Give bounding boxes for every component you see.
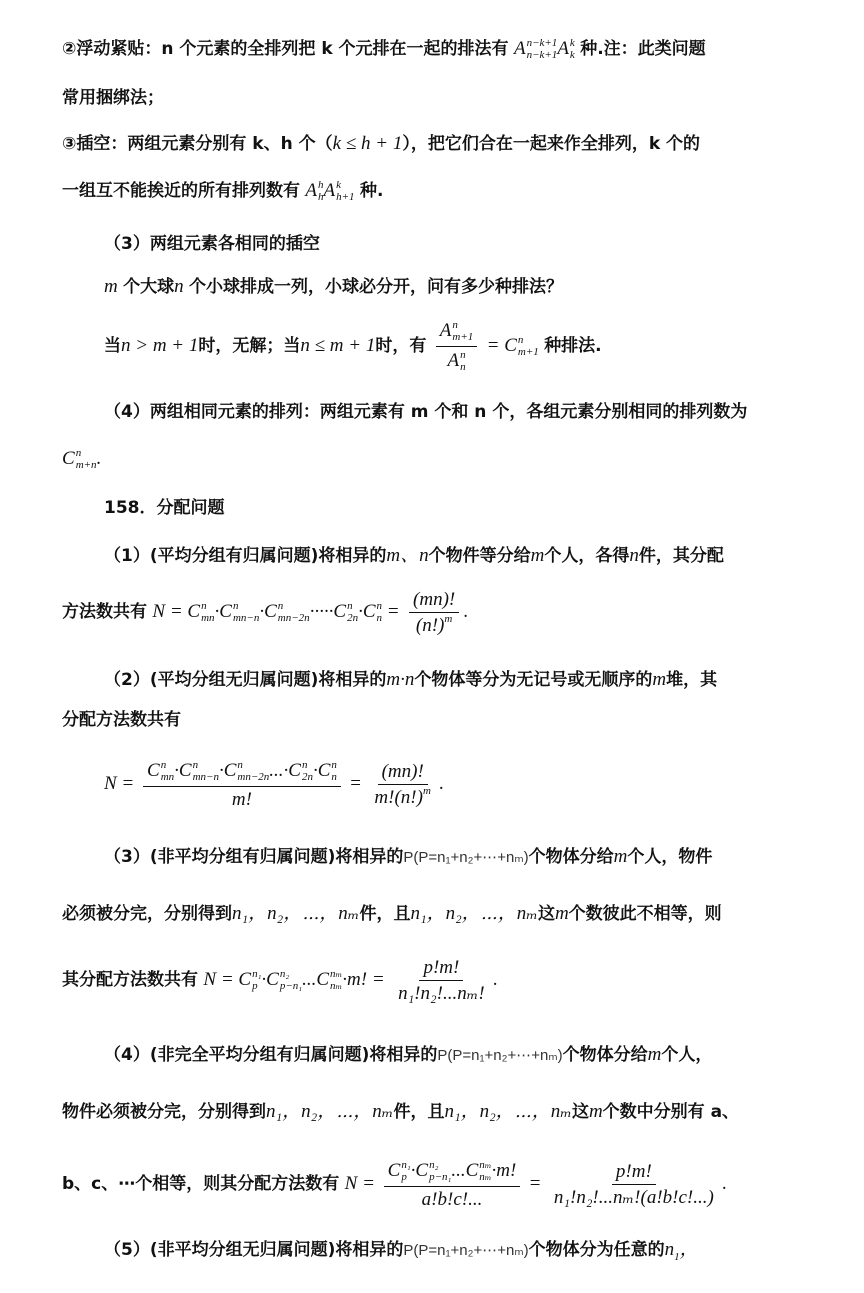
formula: = C n m+1	[486, 334, 539, 358]
var-m: m	[530, 545, 545, 566]
text: ），把它们合在一起来作全排列，k 个的	[402, 134, 701, 154]
text: 个大球	[123, 277, 175, 297]
formula: N =	[344, 1173, 380, 1195]
text: 个人，物件	[627, 847, 713, 867]
text: 时，有	[375, 336, 427, 357]
text: 件，且	[393, 1102, 445, 1122]
line-1	[62, 38, 706, 61]
section-title	[104, 500, 225, 517]
text: 种排法.	[544, 336, 602, 357]
text: 其分配方法数共有	[62, 970, 198, 990]
formula: $n_1$，	[664, 1239, 699, 1263]
text: 种.注：此类问题	[580, 38, 706, 59]
var-m: m	[104, 276, 118, 297]
line-3	[62, 134, 700, 153]
text: 方法数共有	[62, 602, 147, 622]
text: 常用捆绑法；	[62, 88, 164, 108]
line-17	[62, 904, 722, 923]
line-7	[104, 320, 602, 373]
var-m: m	[588, 1101, 603, 1122]
text: 时，无解；当	[198, 336, 301, 357]
formula: k ≤ h + 1	[332, 133, 403, 154]
text: 物件必须被分完，分别得到	[62, 1102, 266, 1122]
formula: P(P=n₁+n₂+⋯+nₘ)	[403, 1242, 529, 1259]
formula: m、n	[386, 545, 429, 566]
line-2	[62, 90, 164, 107]
fraction: C n mn ·C n mn−n ·C n mn−2n ...·C n 2n ·C n n m!	[143, 760, 341, 809]
text: 个物体分给	[562, 1045, 648, 1065]
text: 个人，	[661, 1045, 713, 1065]
text: 个小球排成一列，小球必分开，问有多少种排法？	[189, 277, 564, 297]
text: （4）两组相同元素的排列：两组元素有 m 个和 n 个，各组元素分别相同的排列数为	[104, 402, 748, 422]
text: 件，其分配	[638, 546, 724, 566]
formula: n₁，n₂，⋯，nₘ	[444, 1101, 572, 1122]
var-m: m	[613, 846, 628, 867]
formula: n₁，n₂，⋯，nₘ	[410, 903, 538, 924]
line-18: 其分配方法数共有 N = C n₁ p ·C n₂ p−n₁ ...C nₘ nₘ ·m! = $\frac{p!m!}{\text{n₁!n₂!...nₘ!}}$ .	[62, 957, 498, 1004]
line-15: N = C n mn ·C n mn−n ·C n mn−2n ...·C n 2n ·C n n m! = $\frac{(mn)!}{m!(n!)^m}$ .	[104, 759, 444, 811]
formula: N = C n mn ·C n mn−n ·C n mn−2n ·····C n 2n ·C n n =	[152, 600, 400, 624]
text: 件，且	[359, 904, 411, 924]
text: ②浮动紧贴：n 个元素的全排列把 k 个元排在一起的排法有	[62, 38, 509, 59]
formula: n₁，n₂，⋯，nₘ	[232, 903, 360, 924]
text: 必须被分完，分别得到	[62, 904, 232, 924]
text: 堆，其	[666, 670, 718, 690]
fraction: C n₁ p ·C n₂ p−n₁ ...C nₘ nₘ ·m! a!b!c!...	[384, 1160, 521, 1209]
fraction: $\frac{(mn)!}{m!(n!)^m}$	[374, 761, 431, 809]
text: 158．分配问题	[104, 498, 225, 518]
line-14	[62, 712, 181, 729]
formula: n ≤ m + 1	[300, 335, 376, 357]
var-n: n	[629, 545, 639, 566]
text: 当	[104, 336, 121, 357]
text: 个物体分为任意的	[528, 1240, 665, 1260]
text: 个数中分别有 a、	[602, 1102, 740, 1122]
formula: P(P=n₁+n₂+⋯+nₘ)	[403, 849, 529, 866]
line-20	[62, 1102, 739, 1121]
text: （2）(平均分组无归属问题)将相异的	[104, 670, 387, 690]
text: 个物体等分为无记号或无顺序的	[414, 670, 653, 690]
text: 个人，各得	[544, 546, 630, 566]
text: 这	[537, 904, 555, 924]
formula: P(P=n₁+n₂+⋯+nₘ)	[437, 1047, 563, 1064]
formula: m·n	[386, 669, 415, 690]
var-n: n	[174, 276, 184, 297]
formula: N =	[104, 773, 139, 795]
fraction: $\frac{(mn)!}{(n!)^m}$	[409, 590, 459, 635]
formula: n > m + 1	[121, 335, 199, 357]
line-22	[104, 1239, 699, 1263]
text: （4）(非完全平均分组有归属问题)将相异的	[104, 1045, 438, 1065]
var-m: m	[554, 903, 569, 924]
text: （3）(非平均分组有归属问题)将相异的	[104, 847, 404, 867]
line-4	[62, 180, 383, 203]
line-9	[62, 448, 101, 471]
formula: A h h A k h+1	[305, 179, 355, 203]
text: ③插空：两组元素分别有 k、h 个（	[62, 134, 333, 154]
text: （3）两组元素各相同的插空	[104, 234, 320, 254]
formula: n₁，n₂，⋯，nₘ	[266, 1101, 394, 1122]
fraction: A n m+1 A n n	[436, 320, 477, 373]
formula: C n m+n .	[62, 447, 102, 471]
fraction: $\frac{p!m!}{\text{n₁!n₂!...nₘ!}}$	[398, 957, 485, 1004]
text: 个数彼此不相等，则	[568, 904, 722, 924]
fraction: $\frac{p!m!}{\text{n₁!n₂!...nₘ!(a!b!c!...)}}$	[553, 1161, 714, 1209]
line-6	[104, 277, 563, 296]
var-m: m	[652, 669, 667, 690]
text: 种.	[359, 180, 384, 201]
text: （1）(平均分组有归属问题)将相异的	[104, 546, 387, 566]
text: （5）(非平均分组无归属问题)将相异的	[104, 1240, 404, 1260]
formula: N = C n₁ p ·C n₂ p−n₁ ...C nₘ nₘ ·m! =	[203, 968, 385, 992]
line-16	[104, 847, 712, 866]
text: 分配方法数共有	[62, 710, 181, 730]
line-13	[104, 670, 717, 689]
line-5	[104, 236, 320, 253]
text: 一组互不能挨近的所有排列数有	[62, 180, 300, 201]
text: 这	[571, 1102, 589, 1122]
line-12: 方法数共有 N = C n mn ·C n mn−n ·C n mn−2n ·····C n 2n ·C n n = $\frac{(mn)!}{(n!)^m}$ .	[62, 589, 468, 636]
formula: A n−k+1 n−k+1 A k k	[513, 37, 575, 61]
line-11	[104, 546, 724, 565]
line-8	[104, 404, 747, 421]
line-19	[104, 1045, 712, 1064]
line-21: b、c、⋯个相等，则其分配方法数有 N = C n₁ p ·C n₂ p−n₁ ...C nₘ nₘ ·m! a!b!c!... = $\frac{p!m!}{\text{n₁!n₂!...nₘ!(a!b!c!...)}}$ .	[62, 1159, 727, 1211]
text: b、c、⋯个相等，则其分配方法数有	[62, 1174, 340, 1195]
text: 个物件等分给	[428, 546, 531, 566]
text: 个物体分给	[528, 847, 614, 867]
var-m: m	[647, 1044, 662, 1065]
